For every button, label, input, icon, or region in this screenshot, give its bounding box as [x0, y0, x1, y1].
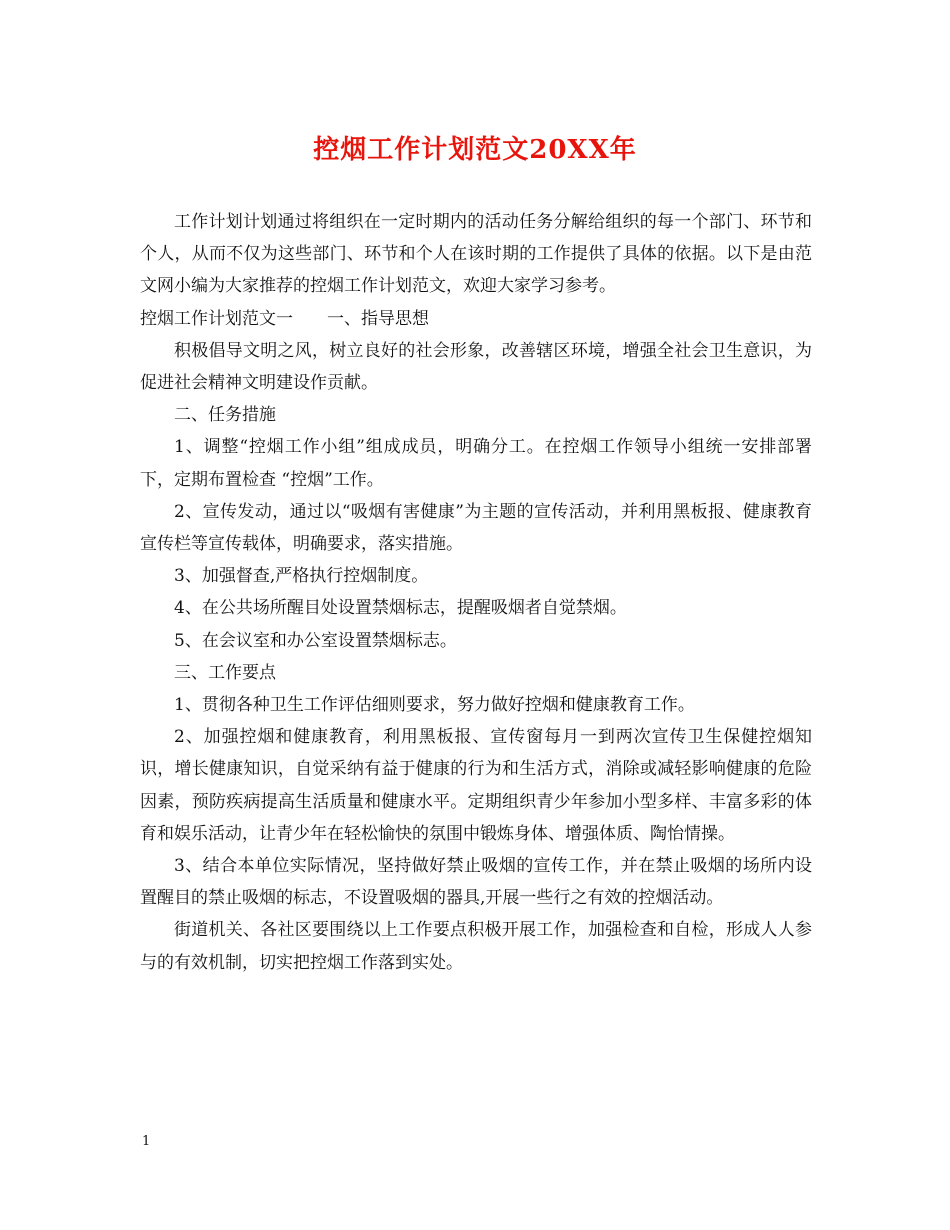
document-body — [140, 206, 812, 979]
section-heading-task-measures: 二、任务措施 — [174, 405, 276, 426]
work-point-2: 2、加强控烟和健康教育，利用黑板报、宣传窗每月一到两次宣传卫生保健控烟知识，增长健康知识，自觉采纳有益于健康的行为和生活方式，消除或减轻影响健康的危险因素，预防疾病提高生活质量和健康水平。定期组织青少年参加小型多样、丰富多彩的体育和娱乐活动，让青少年在轻松愉快的氛围中锻炼身体、增强体质、陶怡情操。 — [140, 727, 812, 844]
work-point-1: 1、贯彻各种卫生工作评估细则要求，努力做好控烟和健康教育工作。 — [174, 695, 695, 716]
measure-item-5: 5、在会议室和办公室设置禁烟标志。 — [174, 630, 457, 651]
intro-paragraph: 工作计划计划通过将组织在一定时期内的活动任务分解给组织的每一个部门、环节和个人，从而不仅为这些部门、环节和个人在该时期的工作提供了具体的依据。以下是由范文网小编为大家推荐的控烟工作计划范文，欢迎大家学习参考。 — [140, 212, 812, 297]
page-number: 1 — [142, 1134, 151, 1149]
closing-paragraph: 街道机关、各社区要围绕以上工作要点积极开展工作，加强检查和自检，形成人人参与的有效机制，切实把控烟工作落到实处。 — [140, 920, 812, 973]
work-point-3: 3、结合本单位实际情况，坚持做好禁止吸烟的宣传工作，并在禁止吸烟的场所内设置醒目的禁止吸烟的标志，不设置吸烟的器具,开展一些行之有效的控烟活动。 — [140, 856, 812, 909]
measure-item-1: 1、调整“控烟工作小组”组成成员，明确分工。在控烟工作领导小组统一安排部署下，定期布置检查 “控烟”工作。 — [140, 437, 812, 490]
measure-item-2: 2、宣传发动，通过以“吸烟有害健康”为主题的宣传活动，并利用黑板报、健康教育宣传栏等宣传载体，明确要求，落实措施。 — [140, 501, 812, 555]
measure-item-4: 4、在公共场所醒目处设置禁烟标志，提醒吸烟者自觉禁烟。 — [174, 598, 627, 619]
guiding-ideology-paragraph: 积极倡导文明之风，树立良好的社会形象，改善辖区环境，增强全社会卫生意识，为促进社会精神文明建设作贡献。 — [140, 340, 812, 394]
section-heading-guiding-ideology: 控烟工作计划范文一 一、指导思想 — [140, 308, 429, 329]
measure-item-3: 3、加强督查,严格执行控烟制度。 — [174, 566, 429, 587]
document-title: 控烟工作计划范文20XX年 — [313, 135, 637, 165]
section-heading-work-points: 三、工作要点 — [174, 662, 276, 683]
